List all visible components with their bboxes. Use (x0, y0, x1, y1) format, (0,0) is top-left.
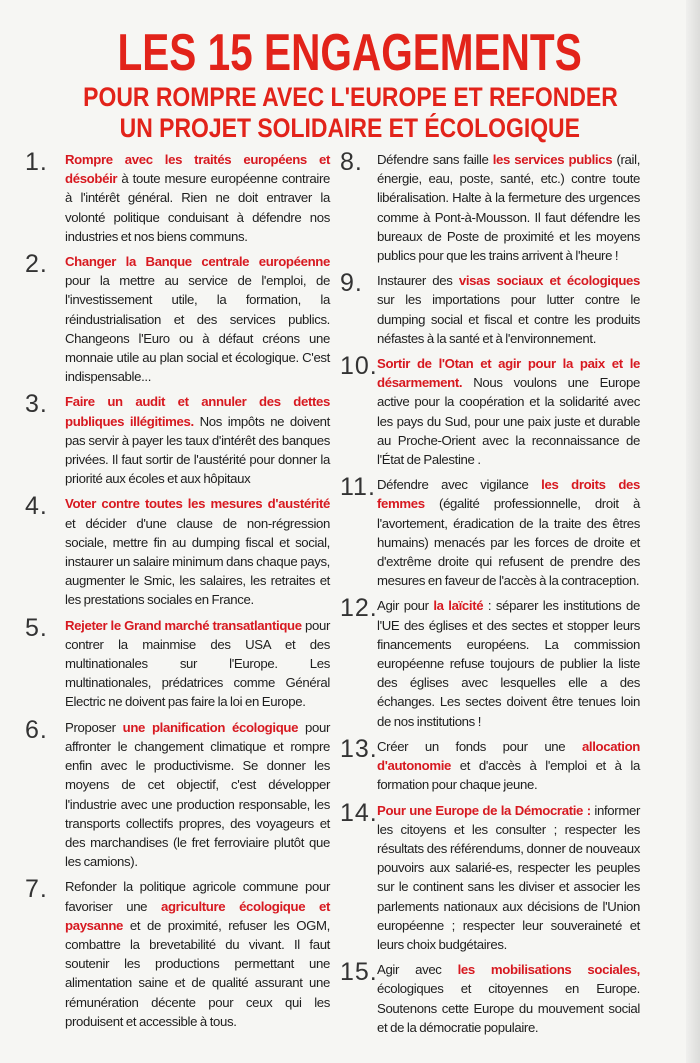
item-highlight: une planification écologique (122, 719, 299, 735)
subtitle-line-1-text: POUR ROMPRE AVEC L'EUROPE ET REFONDER (82, 82, 618, 112)
item-text-before: Instaurer des (377, 273, 459, 289)
item-text (65, 616, 330, 712)
item-text (377, 737, 640, 795)
item-number: 9. (340, 269, 363, 298)
item-text (65, 252, 330, 386)
engagement-item (25, 613, 330, 712)
engagement-item (340, 960, 640, 1037)
item-text-before: Défendre sans faille (377, 152, 493, 167)
item-text (377, 271, 640, 348)
engagements-list (0, 148, 700, 1063)
page-title-text: LES 15 ENGAGEMENTS (117, 24, 583, 82)
engagement-item (25, 877, 330, 1031)
item-text-after: et de proximité, refuser les OGM, combattre la brevetabilité du vivant. Il faut soutenir les productions permettant une alimentation saine et de qualité assurant une rémunération décente pour ceux qui les produisent et accessible à tous. (65, 917, 330, 1029)
item-highlight: Faire un audit et annuler des dettes publiques illégitimes. (65, 394, 330, 429)
item-number: 4. (25, 492, 48, 521)
item-text-after: pour la mettre au service de l'emploi, de l'investissement utile, la formation, la réindustrialisation et des services publics. Changeons l'Euro ou à défaut créons une monnaie utile au plan social et écologique. C'est indispensable... (65, 273, 330, 385)
item-text-after: : séparer les institutions de l'UE des églises et des sectes et stopper leurs financements européens. La commission européenne refuse toujours de publier la liste des églises avec lesquelles elle a des échanges. Les sectes doivent être tenues loin de nos institutions ! (377, 598, 640, 729)
item-highlight: les services publics (492, 152, 613, 167)
engagement-item (340, 798, 640, 955)
item-highlight: Rejeter le Grand marché transatlantique (65, 617, 302, 633)
item-highlight: agriculture écologique et paysanne (65, 898, 330, 933)
item-text-after: et décider d'une clause de non-régression sociale, mettre fin au dumping fiscal et social, instaurer un salaire minimum dans chaque pays, augmenter le Smic, les salaires, les retraites et les prestations sociales en France. (65, 515, 330, 608)
item-text (377, 150, 640, 265)
item-highlight: allocation d'autonomie (377, 738, 640, 774)
item-highlight: Pour une Europe de la Démocratie : (377, 802, 591, 818)
item-number: 5. (25, 613, 48, 642)
left-column (25, 150, 330, 1043)
item-number: 8. (340, 148, 363, 176)
subtitle-line-2-text: UN PROJET SOLIDAIRE ET ÉCOLOGIQUE (119, 113, 581, 143)
page-edge (686, 0, 700, 1063)
item-text (65, 150, 330, 246)
item-text (377, 596, 640, 730)
engagement-item (340, 734, 640, 795)
engagement-item (340, 475, 640, 590)
item-text (377, 801, 640, 955)
item-text-after: à toute mesure européenne contraire à l'intérêt général. Rien ne doit entraver la volonté politique conduisant à défendre nos industries et nos biens communs. (65, 171, 330, 244)
item-number: 2. (25, 250, 48, 279)
item-text-after: (rail, énergie, eau, poste, santé, etc.) contre toute libéralisation. Halte à la fermeture des urgences comme à Pont-à-Mousson. Il faut défendre les bureaux de Poste de proximité et les moyens publics pour que les trains arrivent à l'heure ! (377, 152, 641, 264)
engagement-item (340, 150, 640, 265)
item-number: 7. (25, 875, 48, 904)
item-text (377, 960, 640, 1037)
item-text-after: Nos impôts ne doivent pas servir à payer les taux d'intérêt des banques privées. Il faut sortir de l'austérité pour donner la priorité aux écoles et aux hôpitaux (65, 413, 330, 487)
item-text-after: pour contrer la mainmise des USA et des multinationales sur l'Europe. Les multinationales, prédatrices comme Général Electric ne doivent pas faire la loi en Europe. (65, 617, 330, 710)
item-text-before: Refonder la politique agricole commune pour favoriser une (65, 879, 330, 914)
engagement-item (340, 271, 640, 348)
item-highlight: Changer la Banque centrale européenne (65, 254, 330, 270)
subtitle-line-2 (0, 113, 700, 144)
item-number: 14. (340, 798, 378, 827)
item-number: 15. (340, 958, 378, 987)
page-title (0, 24, 700, 82)
item-highlight: les mobilisations sociales, (457, 962, 640, 978)
item-text-after: informer les citoyens et les consulter ; respecter les résultats des référendums, donner de nouveaux pouvoirs aux salarié-es, respecter les peuples sur le continent sans les diviser et associer les parlements nationaux aux décisions de l'Union européenne ; respecter leur souveraineté et leurs choix budgétaires. (377, 802, 640, 952)
item-text-before: Agir pour (377, 598, 434, 614)
item-text (65, 392, 330, 488)
item-text (377, 475, 640, 590)
item-text-after: Nous voulons une Europe active pour la coopération et la solidarité avec les pays du Sud, pour une paix juste et durable au Proche-Orient avec la reconnaissance de l'État de Palestine . (377, 375, 640, 468)
item-text (377, 354, 640, 469)
item-highlight: Rompre avec les traités européens et désobéir (65, 152, 330, 187)
item-text-after: pour affronter le changement climatique et rompre enfin avec le productivisme. Se donner les moyens de cet objectif, c'est développer l'industrie avec une production responsable, les transports collectifs propres, des voyageurs et des marchandises (le fret ferroviaire plutôt que les camions). (65, 719, 331, 870)
item-text (65, 718, 330, 872)
item-number: 6. (25, 715, 48, 744)
item-text-after: et d'accès à l'emploi et à la formation pour chaque jeune. (377, 758, 640, 793)
item-number: 1. (25, 148, 48, 176)
item-highlight: visas sociaux et écologiques (458, 273, 641, 289)
item-number: 11. (340, 473, 376, 502)
engagement-item (340, 354, 640, 469)
right-column (340, 150, 640, 1043)
item-text-before: Créer un fonds pour une (377, 738, 582, 754)
item-text-after: écologiques et citoyennes en Europe. Soutenons cette Europe du mouvement social et de la démocratie populaire. (377, 981, 640, 1035)
item-number: 10. (340, 352, 378, 381)
item-highlight: la laïcité (433, 598, 484, 614)
subtitle-line-1 (0, 82, 700, 113)
item-number: 12. (340, 594, 378, 623)
item-highlight: Sortir de l'Otan et agir pour la paix et le désarmement. (377, 356, 640, 391)
engagement-item (25, 252, 330, 386)
item-text-before: Agir avec (377, 962, 458, 978)
engagement-item (340, 596, 640, 730)
item-number: 13. (340, 734, 378, 763)
item-highlight: les droits des femmes (377, 477, 641, 512)
engagement-item (25, 494, 330, 609)
engagement-item (25, 392, 330, 488)
item-text-before: Proposer (65, 719, 123, 735)
item-text-before: Défendre avec vigilance (377, 477, 542, 493)
item-highlight: Voter contre toutes les mesures d'austérité (65, 496, 330, 512)
page-header (0, 0, 700, 148)
item-number: 3. (25, 390, 48, 419)
item-text (65, 494, 330, 609)
item-text-after: (égalité professionnelle, droit à l'avortement, éradication de la traite des êtres humains) menacés par les forces de droite et d'extrême droite qui refusent de prendre des mesures en faveur de l'accès à la contraception. (377, 496, 640, 589)
engagement-item (25, 150, 330, 246)
item-text (65, 877, 330, 1031)
engagement-item (25, 715, 331, 872)
item-text-after: sur les importations pour lutter contre le dumping social et fiscal et contre les produits néfastes à la santé et à l'environnement. (377, 292, 640, 346)
